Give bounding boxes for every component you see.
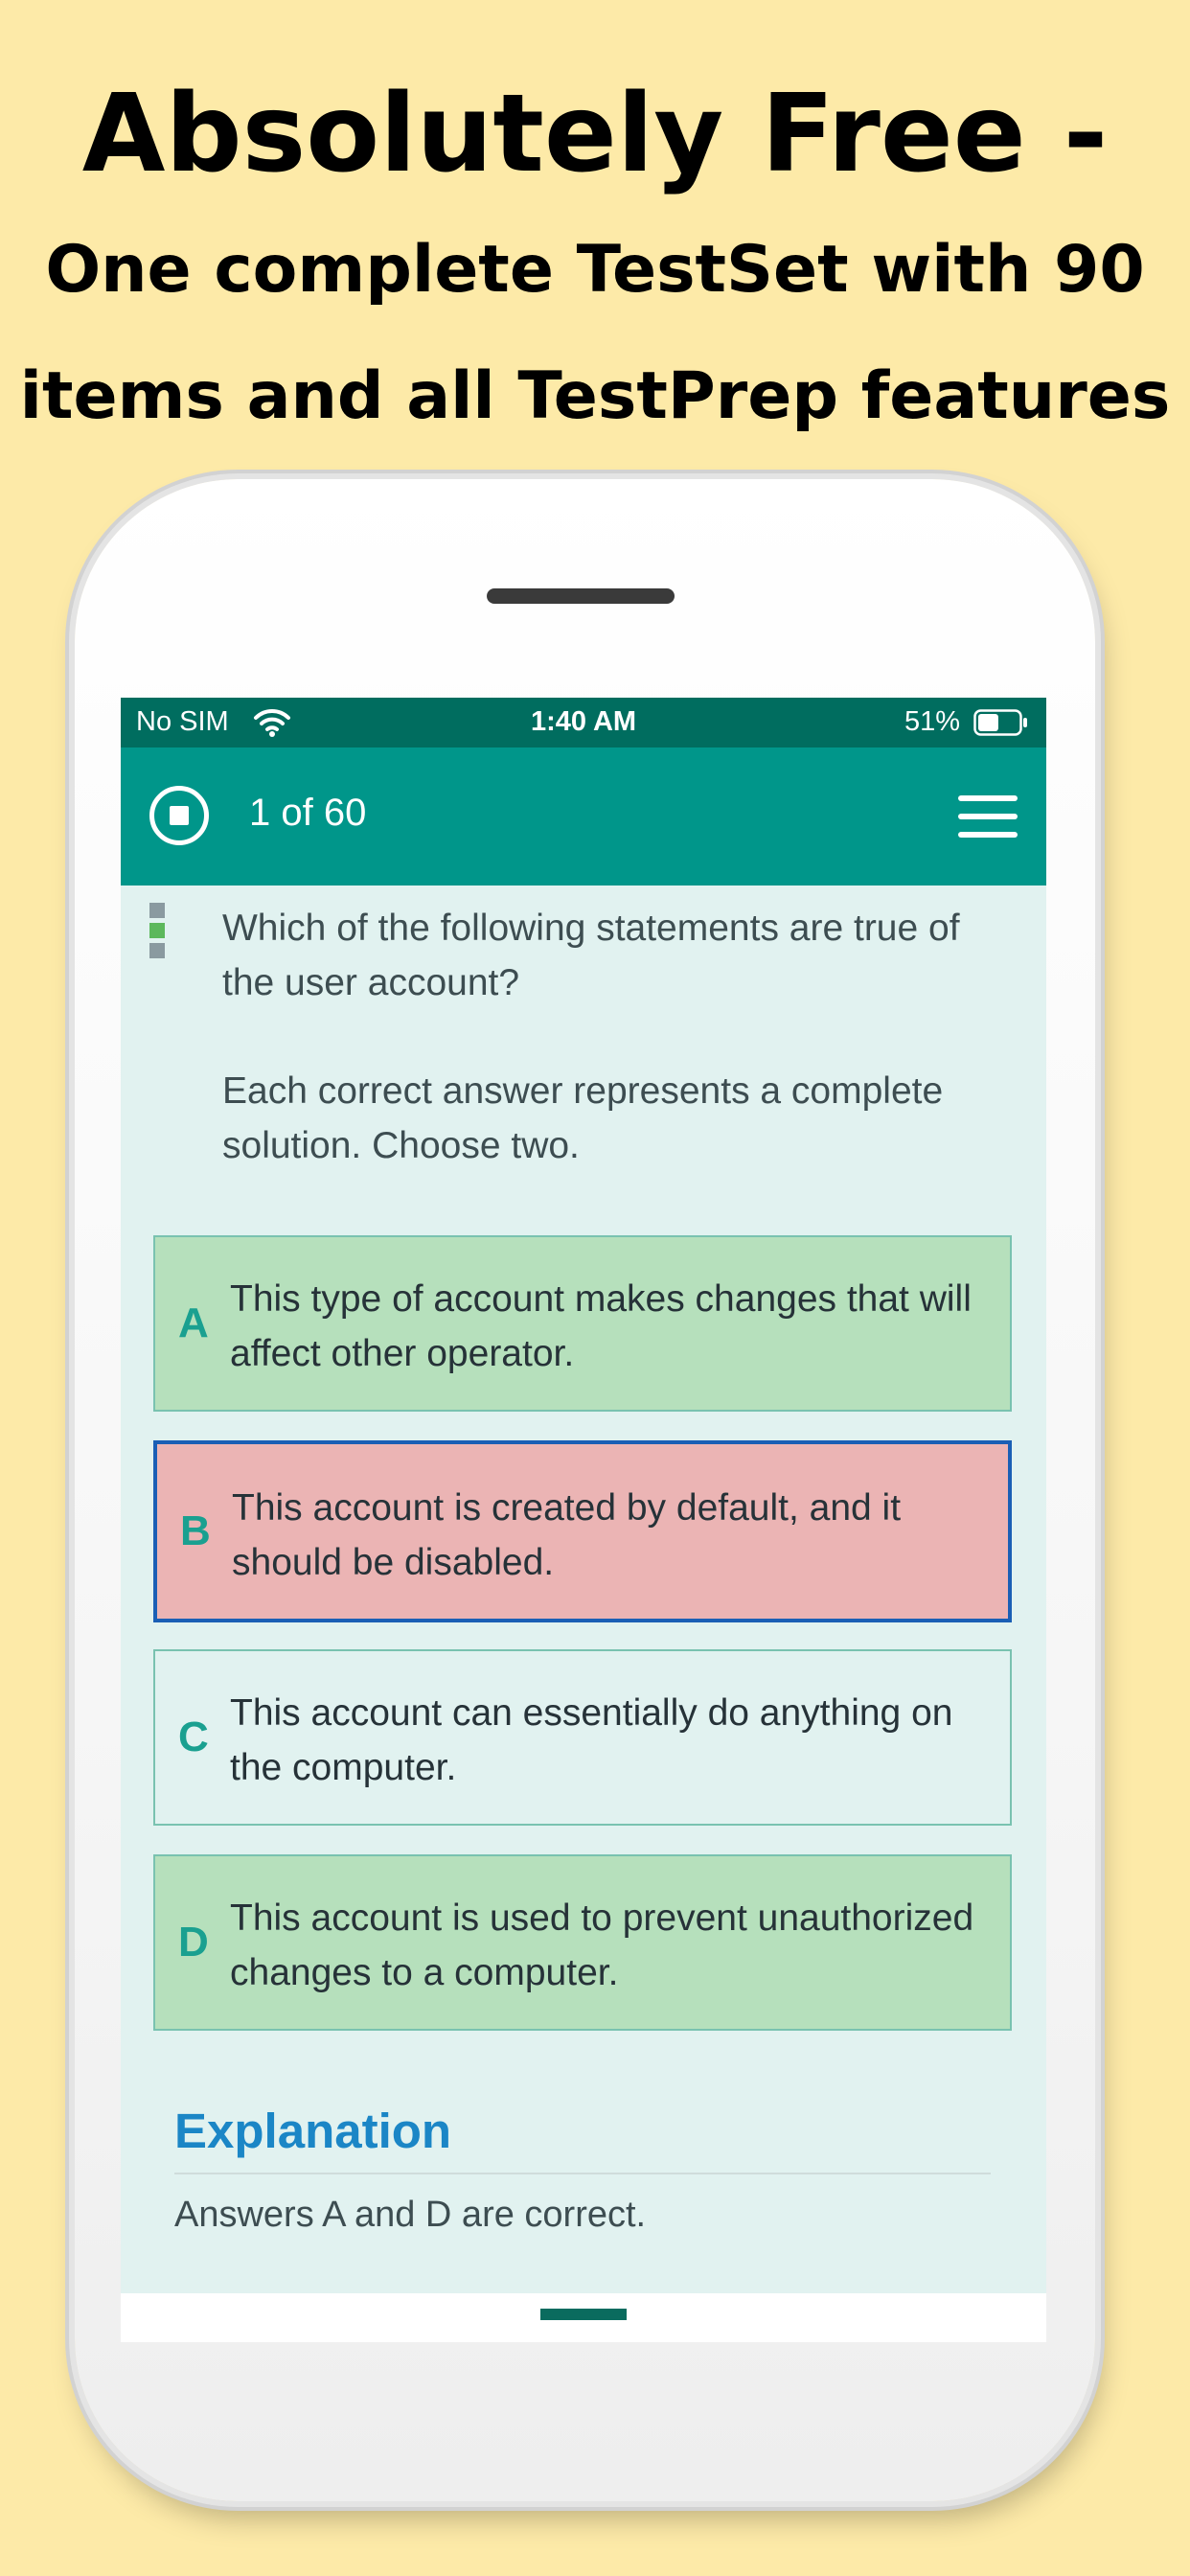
option-c[interactable] <box>153 1649 1012 1826</box>
explanation-text: Answers A and D are correct. <box>174 2195 647 2235</box>
battery-icon <box>973 709 1029 736</box>
question-instruction: Each correct answer represents a complete solution. Choose two. <box>222 1070 944 1166</box>
option-a[interactable] <box>153 1235 1012 1412</box>
bottom-bar <box>121 2293 1046 2342</box>
explanation-divider <box>174 2173 991 2174</box>
flag-indicator-icon[interactable] <box>149 903 165 963</box>
clock: 1:40 AM <box>530 706 637 737</box>
app-screen <box>121 698 1046 2342</box>
option-text: This type of account makes changes that will affect other operator. <box>230 1278 972 1374</box>
option-text: This account is used to prevent unauthorized changes to a computer. <box>230 1898 974 1993</box>
option-letter: A <box>178 1300 209 1346</box>
home-indicator[interactable] <box>540 2309 627 2320</box>
status-bar <box>121 698 1046 748</box>
option-letter: B <box>180 1507 211 1554</box>
stop-circle-icon[interactable] <box>149 786 209 845</box>
promo-subline-1: One complete TestSet with 90 <box>45 232 1145 308</box>
option-b[interactable] <box>153 1440 1012 1622</box>
promo-subline-2: items and all TestPrep features <box>19 358 1171 434</box>
battery-percent: 51% <box>904 706 960 737</box>
question-counter: 1 of 60 <box>249 792 367 834</box>
question-text: Which of the following statements are true of the user account? <box>222 908 960 1003</box>
carrier-label: No SIM <box>136 706 229 737</box>
option-text: This account is created by default, and it should be disabled. <box>232 1487 902 1583</box>
promo-headline: Absolutely Free - <box>81 72 1109 196</box>
question-block <box>222 901 989 1227</box>
phone-speaker <box>487 588 675 604</box>
option-letter: C <box>178 1714 209 1760</box>
option-letter: D <box>178 1919 209 1966</box>
explanation-title: Explanation <box>174 2104 452 2158</box>
app-bar <box>121 748 1046 886</box>
hamburger-menu-icon[interactable] <box>958 795 1018 838</box>
option-d[interactable] <box>153 1854 1012 2031</box>
option-text: This account can essentially do anything on the computer. <box>230 1692 953 1788</box>
